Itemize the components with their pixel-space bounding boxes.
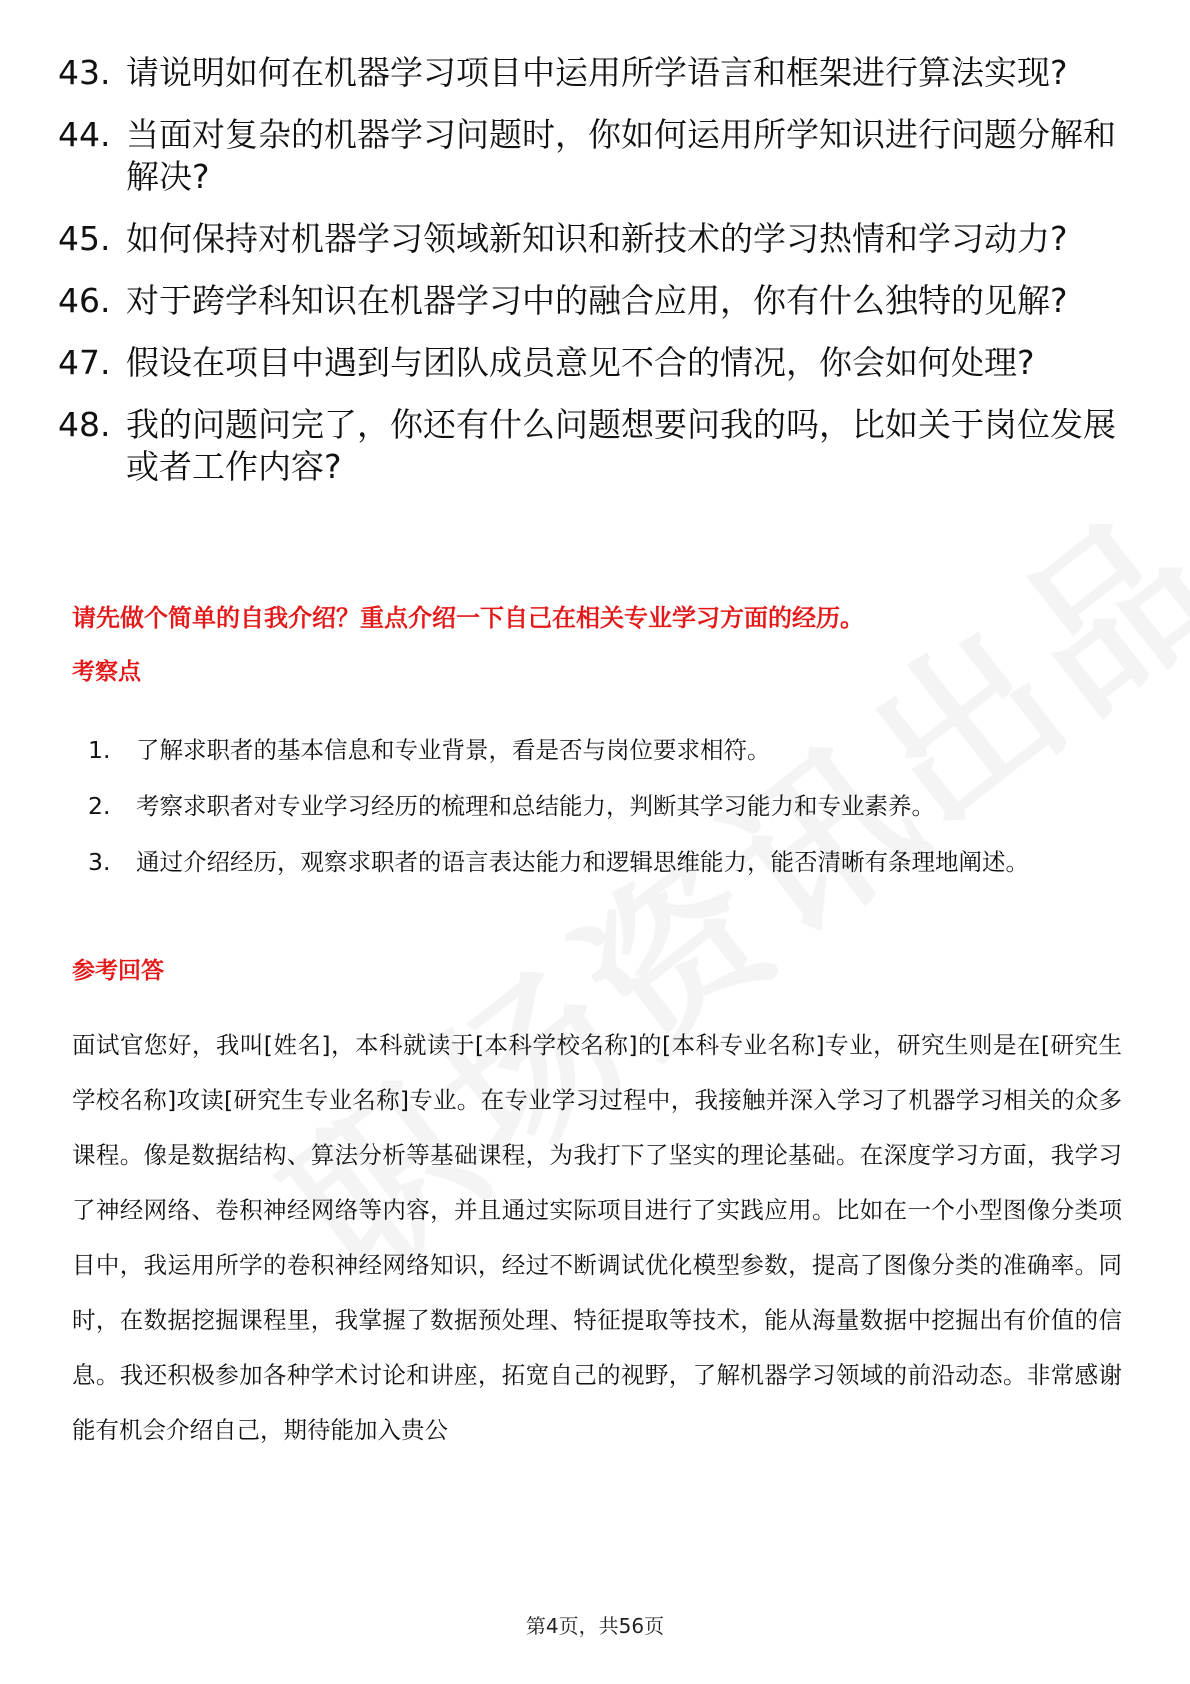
question-item [58, 404, 1118, 488]
question-text: 对于跨学科知识在机器学习中的融合应用，你有什么独特的见解? [126, 281, 1068, 320]
question-item [58, 280, 1118, 322]
points-list [72, 722, 1117, 890]
point-item [72, 722, 1117, 778]
page-footer: 第4页，共56页 [525, 1614, 665, 1638]
point-number: 1. [88, 736, 111, 764]
question-text: 我的问题问完了，你还有什么问题想要问我的吗，比如关于岗位发展或者工作内容? [126, 405, 1116, 486]
point-number: 2. [88, 792, 111, 820]
question-number: 48. [58, 405, 111, 444]
point-text: 了解求职者的基本信息和专业背景，看是否与岗位要求相符。 [136, 736, 771, 764]
answer-paragraph: 面试官您好，我叫[姓名]，本科就读于[本科学校名称]的[本科专业名称]专业，研究生则是在[研究生学校名称]攻读[研究生专业名称]专业。在专业学习过程中，我接触并深入学习了机器学习相关的众多课程。像是数据结构、算法分析等基础课程，为我打下了坚实的理论基础。在深度学习方面，我学习了神经网络、卷积神经网络等内容，并且通过实际项目进行了实践应用。比如在一个小型图像分类项目中，我运用所学的卷积神经网络知识，经过不断调试优化模型参数，提高了图像分类的准确率。同时，在数据挖掘课程里，我掌握了数据预处理、特征提取等技术，能从海量数据中挖掘出有价值的信息。我还积极参加各种学术讨论和讲座，拓宽自己的视野，了解机器学习领域的前沿动态。非常感谢能有机会介绍自己，期待能加入贵公 [72, 1031, 1122, 1444]
question-heading: 请先做个简单的自我介绍？重点介绍一下自己在相关专业学习方面的经历。 [72, 604, 864, 632]
question-number: 44. [58, 115, 111, 154]
question-list [58, 52, 1118, 508]
question-text: 如何保持对机器学习领域新知识和新技术的学习热情和学习动力? [126, 219, 1068, 258]
point-text: 考察求职者对专业学习经历的梳理和总结能力，判断其学习能力和专业素养。 [136, 792, 935, 820]
question-item [58, 52, 1118, 94]
question-number: 45. [58, 219, 111, 258]
question-item [58, 342, 1118, 384]
point-text: 通过介绍经历，观察求职者的语言表达能力和逻辑思维能力，能否清晰有条理地阐述。 [136, 848, 1029, 876]
question-text: 假设在项目中遇到与团队成员意见不合的情况，你会如何处理? [126, 343, 1035, 382]
question-text: 请说明如何在机器学习项目中运用所学语言和框架进行算法实现? [126, 53, 1068, 92]
points-heading: 考察点 [72, 659, 141, 685]
question-text: 当面对复杂的机器学习问题时，你如何运用所学知识进行问题分解和解决? [126, 115, 1116, 196]
point-item [72, 778, 1117, 834]
point-item [72, 834, 1117, 890]
point-number: 3. [88, 848, 111, 876]
question-number: 46. [58, 281, 111, 320]
question-item [58, 218, 1118, 260]
question-number: 43. [58, 53, 111, 92]
question-number: 47. [58, 343, 111, 382]
answer-heading: 参考回答 [72, 958, 164, 984]
question-item [58, 114, 1118, 198]
